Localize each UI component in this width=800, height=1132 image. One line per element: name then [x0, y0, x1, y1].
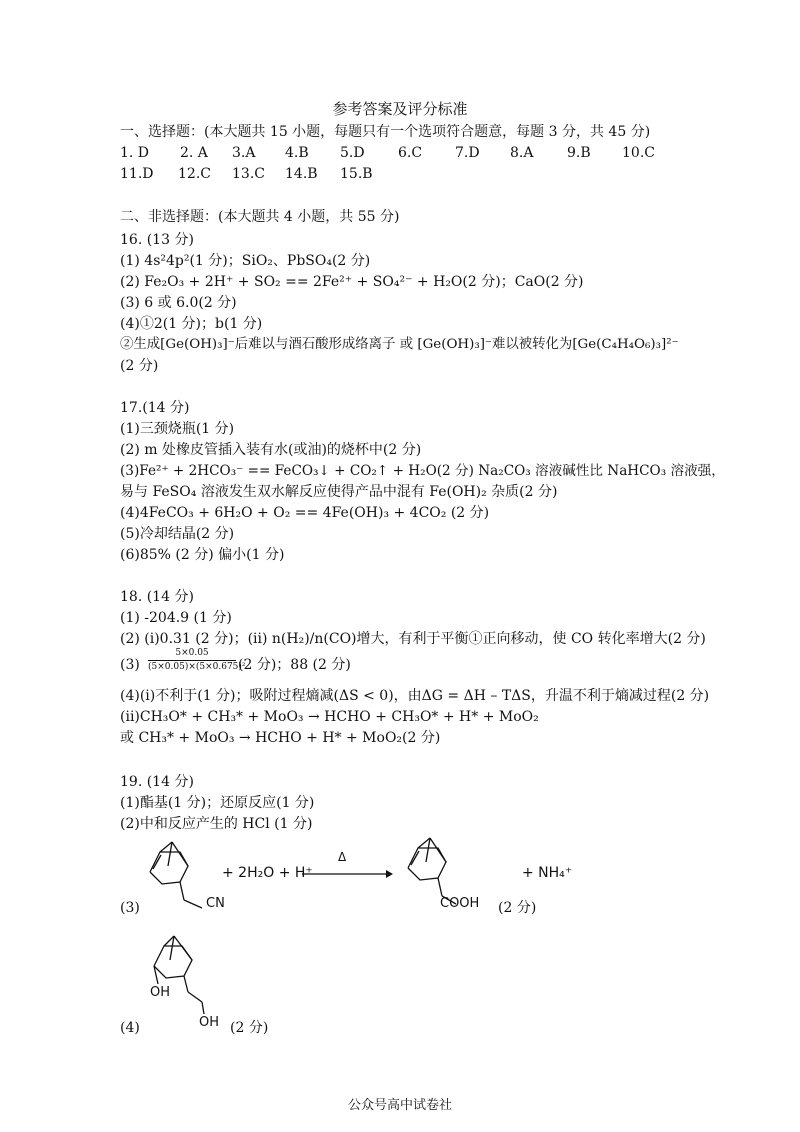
q16-title: 16. (13 分) [120, 232, 194, 248]
q16-line-1: (1) 4s²4p²(1 分)；SiO₂、PbSO₄(2 分) [120, 253, 371, 269]
q18-line-1: (1) -204.9 (1 分) [120, 610, 232, 626]
q19-line-4-label: (4) [120, 1020, 140, 1036]
q19-line-3-label: (3) [120, 900, 140, 916]
q18-line-4: (4)(i)不利于(1 分)；吸附过程熵减(ΔS < 0)，由ΔG = ΔH – TΔS，升温不利于熵减过程(2 分) [120, 688, 710, 704]
q18-line-5: (ii)CH₃O* + CH₃* + MoO₃ → HCHO + CH₃O* + H* + MoO₂ [120, 709, 539, 725]
q16-line-5: ②生成[Ge(OH)₃]⁻后难以与酒石酸形成络离子 或 [Ge(OH)₃]⁻难以被转化为[Ge(C₄H₄O₆)₃]²⁻ [120, 337, 679, 352]
answer-item: 2. A [180, 145, 208, 161]
fraction-numerator: 5×0.05 [175, 648, 209, 658]
q18-line-2: (2) (i)0.31 (2 分)；(ii) n(H₂)/n(CO)增大，有利于平衡①正向移动，使 CO 转化率增大(2 分) [120, 631, 706, 647]
section1-heading: 一、选择题：(本大题共 15 小题，每题只有一个选项符合题意，每题 3 分，共 45 分) [120, 124, 651, 140]
answer-item: 8.A [510, 145, 534, 161]
reaction-arrow [300, 868, 395, 880]
q17-line-7: (6)85% (2 分) 偏小(1 分) [120, 547, 285, 563]
q19-line-2: (2)中和反应产生的 HCl (1 分) [120, 816, 313, 832]
q18-line-3-prefix: (3) [120, 657, 140, 673]
product-plus: + NH₄⁺ [522, 865, 573, 881]
answer-item: 4.B [285, 145, 309, 161]
q17-line-6: (5)冷却结晶(2 分) [120, 526, 235, 542]
footer-source: 公众号高中试卷社 [347, 1098, 452, 1113]
q17-line-2: (2) m 处橡皮管插入装有水(或油)的烧杯中(2 分) [120, 442, 422, 458]
q19-line-4-score: (2 分) [230, 1020, 269, 1036]
arrow-condition: Δ [338, 850, 347, 864]
q18-line-3-suffix: (2 分)；88 (2 分) [238, 657, 351, 673]
page-title: 参考答案及评分标准 [332, 100, 468, 118]
answer-item: 7.D [455, 145, 480, 161]
answer-item: 3.A [232, 145, 256, 161]
answer-item: 13.C [232, 166, 265, 182]
q18-title: 18. (14 分) [120, 589, 194, 605]
q18-fraction [148, 648, 246, 673]
diol-structure [140, 930, 220, 1025]
answer-item: 15.B [340, 166, 373, 182]
section2-heading: 二、非选择题：(本大题共 4 小题，共 55 分) [120, 209, 400, 225]
q16-line-6: (2 分) [120, 358, 159, 374]
q19-title: 19. (14 分) [120, 774, 194, 790]
answer-item: 11.D [120, 166, 154, 182]
q18-line-6: 或 CH₃* + MoO₃ → HCHO + H* + MoO₂(2 分) [120, 730, 441, 746]
answer-item: 5.D [340, 145, 365, 161]
q17-title: 17.(14 分) [120, 400, 190, 416]
diol-oh-label-1: OH [150, 985, 171, 1000]
reactant-cn-label: CN [206, 896, 225, 911]
reactant-plus: + 2H₂O + H⁺ [222, 865, 313, 881]
answer-item: 14.B [285, 166, 318, 182]
q16-line-3: (3) 6 或 6.0(2 分) [120, 295, 237, 311]
fraction-denominator: (5×0.05)×(5×0.675)² [148, 662, 246, 672]
q16-line-2: (2) Fe₂O₃ + 2H⁺ + SO₂ == 2Fe²⁺ + SO₄²⁻ + H₂O(2 分)；CaO(2 分) [120, 274, 584, 290]
fraction-bar [148, 660, 236, 661]
answer-item: 1. D [120, 145, 150, 161]
q19-line-1: (1)酯基(1 分)；还原反应(1 分) [120, 795, 315, 811]
answer-item: 10.C [622, 145, 655, 161]
q19-line-3-score: (2 分) [498, 900, 537, 916]
product-cooh-label: COOH [440, 896, 480, 911]
diol-oh-label-2: OH [199, 1015, 220, 1030]
q17-line-5: (4)4FeCO₃ + 6H₂O + O₂ == 4Fe(OH)₃ + 4CO₂ (2 分) [120, 505, 490, 521]
answer-item: 12.C [178, 166, 211, 182]
q17-line-3: (3)Fe²⁺ + 2HCO₃⁻ == FeCO₃↓ + CO₂↑ + H₂O(2 分) Na₂CO₃ 溶液碱性比 NaHCO₃ 溶液强， [120, 463, 725, 479]
q17-line-1: (1)三颈烧瓶(1 分) [120, 421, 235, 437]
q17-line-4: 易与 FeSO₄ 溶液发生双水解反应使得产品中混有 Fe(OH)₂ 杂质(2 分) [120, 484, 558, 500]
q16-line-4: (4)①2(1 分)；b(1 分) [120, 316, 263, 332]
answer-item: 9.B [567, 145, 591, 161]
answer-item: 6.C [398, 145, 423, 161]
